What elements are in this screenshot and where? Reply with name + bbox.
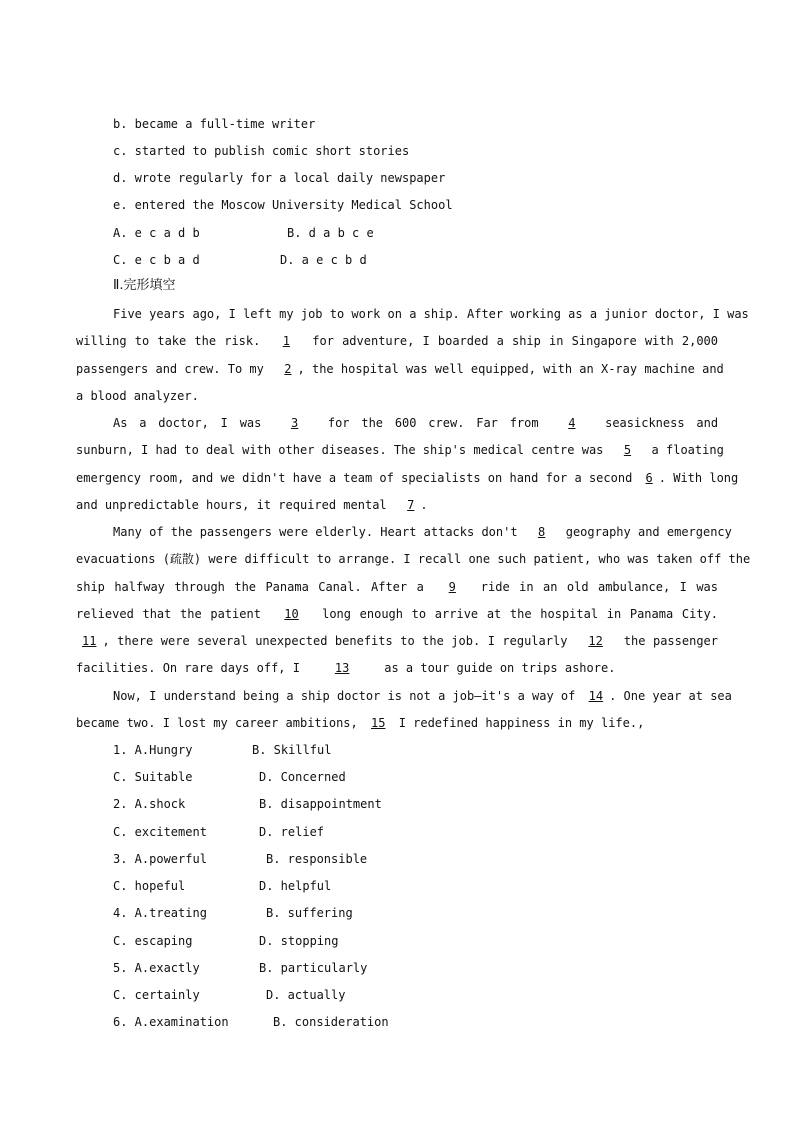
blank-2: 2	[284, 362, 292, 376]
question-option: 3. A.powerful	[113, 852, 207, 866]
passage-line: facilities. On rare days off, I 13 as a tour guide on trips ashore.	[76, 661, 616, 675]
section-title: Ⅱ.完形填空	[113, 278, 176, 293]
passage-line: emergency room, and we didn't have a team of specialists on hand for a second 6 . With long	[76, 471, 739, 485]
passage-line: evacuations (疏散) were difficult to arrange. I recall one such patient, who was taken off the	[76, 552, 751, 566]
blank-4: 4	[568, 416, 576, 430]
passage-line: 11 , there were several unexpected benefits to the job. I regularly 12 the passenger	[76, 633, 718, 649]
passage-line: sunburn, I had to deal with other diseases. The ship's medical centre was 5 a floating	[76, 443, 724, 457]
question-option: B. suffering	[266, 906, 353, 920]
blank-5: 5	[623, 443, 632, 457]
question-option: B. consideration	[273, 1015, 389, 1029]
passage-line: As a doctor, I was 3 for the 600 crew. Far from 4 seasickness and	[113, 416, 719, 430]
blank-7: 7	[407, 498, 415, 512]
passage-line: passengers and crew. To my 2 , the hospital was well equipped, with an X-ray machine and	[76, 362, 724, 376]
order-choice-c: C. e c b a d	[113, 253, 200, 267]
question-option: D. stopping	[259, 934, 339, 948]
passage-line: became two. I lost my career ambitions, 15 I redefined happiness in my life.,	[76, 716, 645, 730]
question-option: C. escaping	[113, 934, 193, 948]
question-option: 2. A.shock	[113, 797, 186, 811]
question-option: C. Suitable	[113, 770, 193, 784]
question-option: B. disappointment	[259, 797, 382, 811]
passage-line: Now, I understand being a ship doctor is not a job—it's a way of 14 . One year at sea	[113, 689, 732, 703]
blank-15: 15	[371, 716, 386, 730]
question-option: D. Concerned	[259, 770, 346, 784]
blank-14: 14	[588, 689, 604, 703]
blank-10: 10	[284, 607, 299, 621]
question-option: B. particularly	[259, 961, 368, 975]
passage-line: relieved that the patient 10 long enough to arrive at the hospital in Panama City.	[76, 607, 718, 621]
order-item: c. started to publish comic short stories	[113, 144, 410, 158]
order-item: d. wrote regularly for a local daily newspaper	[113, 171, 446, 185]
question-option: 5. A.exactly	[113, 961, 200, 975]
order-item: e. entered the Moscow University Medical School	[113, 198, 453, 212]
order-item: b. became a full-time writer	[113, 117, 316, 131]
passage-line: a blood analyzer.	[76, 389, 199, 403]
blank-3: 3	[291, 416, 299, 430]
blank-9: 9	[448, 580, 456, 594]
question-option: B. Skillful	[252, 743, 332, 757]
question-option: D. relief	[259, 825, 325, 839]
question-option: 4. A.treating	[113, 906, 207, 920]
blank-13: 13	[334, 661, 350, 675]
passage-line: and unpredictable hours, it required mental 7 .	[76, 498, 428, 512]
question-option: C. hopeful	[113, 879, 186, 893]
passage-line: Five years ago, I left my job to work on a ship. After working as a junior doctor, I was	[113, 307, 749, 321]
passage-line: willing to take the risk. 1 for adventure, I boarded a ship in Singapore with 2,000	[76, 334, 719, 348]
passage-line: ship halfway through the Panama Canal. After a 9 ride in an old ambulance, I was	[76, 580, 718, 594]
question-option: 1. A.Hungry	[113, 743, 193, 757]
passage-line: Many of the passengers were elderly. Heart attacks don't 8 geography and emergency	[113, 525, 732, 539]
order-choice-b: B. d a b c e	[287, 226, 374, 240]
blank-11: 11	[82, 634, 97, 648]
blank-6: 6	[645, 471, 653, 485]
question-option: 6. A.examination	[113, 1015, 229, 1029]
question-option: C. certainly	[113, 988, 200, 1002]
blank-1: 1	[282, 334, 290, 348]
order-choice-d: D. a e c b d	[280, 253, 367, 267]
question-option: C. excitement	[113, 825, 207, 839]
blank-12: 12	[588, 634, 603, 648]
blank-8: 8	[538, 525, 546, 539]
question-option: D. helpful	[259, 879, 332, 893]
order-choice-a: A. e c a d b	[113, 226, 200, 240]
question-option: B. responsible	[266, 852, 368, 866]
question-option: D. actually	[266, 988, 346, 1002]
